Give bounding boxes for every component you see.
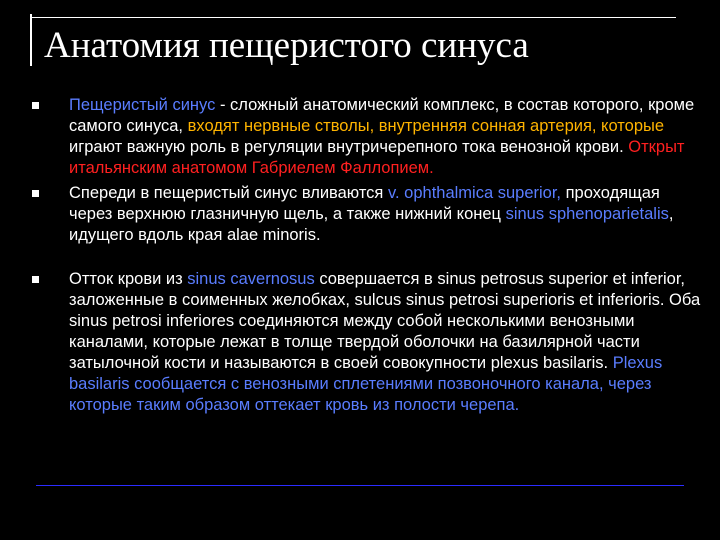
bullet-item-2 bbox=[32, 183, 702, 246]
text-segment: - сложный анатомический комплекс, в состав которого, кроме самого синуса, bbox=[69, 96, 695, 135]
text-segment: v. ophthalmica superior, bbox=[387, 184, 562, 202]
text-segment: играют важную роль в регуляции внутричерепного тока венозной крови. bbox=[69, 138, 629, 156]
slide-title: Анатомия пещеристого синуса bbox=[44, 25, 529, 66]
bullet-list bbox=[32, 95, 702, 416]
square-bullet-icon bbox=[32, 276, 39, 283]
text-segment: совершается в sinus petrosus superior et inferior, заложенные в соименных желобках, sulcus sinus petrosi superioris et inferioris. Оба sinus petrosi inferiores соединяются между собой несколькими венозными каналами, которые лежат в толще твердой оболочки на базилярной части затылочной кости и называются в своей совокупности plexus basilaris. bbox=[69, 270, 701, 372]
text-segment: Plexus basilaris сообщается с венозными сплетениями позвоночного канала, через которые таким образом оттекает кровь из полости черепа. bbox=[69, 354, 663, 414]
bullet-item-1 bbox=[32, 95, 702, 179]
text-segment: Спереди в пещеристый синус вливаются bbox=[69, 184, 388, 202]
square-bullet-icon bbox=[32, 102, 39, 109]
text-segment: Отток крови из bbox=[69, 270, 188, 288]
square-bullet-icon bbox=[32, 190, 39, 197]
bullet-text bbox=[69, 270, 700, 414]
text-segment: входят нервные стволы, внутренняя сонная артерия, которые bbox=[187, 117, 665, 135]
bullet-item-3 bbox=[32, 269, 702, 416]
bullet-text bbox=[69, 184, 673, 244]
text-segment: Открыт итальянским анатомом Габриелем Фаллопием. bbox=[69, 138, 685, 177]
text-segment: Пещеристый синус bbox=[69, 96, 216, 114]
text-segment: sinus sphenoparietalis bbox=[505, 205, 669, 223]
text-segment: sinus cavernosus bbox=[187, 270, 315, 288]
title-top-rule bbox=[30, 17, 676, 18]
text-segment: , идущего вдоль края alae minoris. bbox=[69, 205, 674, 244]
bottom-rule bbox=[36, 485, 684, 486]
bullet-text bbox=[69, 96, 694, 177]
text-segment: проходящая через верхнюю глазничную щель, а также нижний конец bbox=[69, 184, 660, 223]
title-vertical-rule bbox=[30, 14, 32, 66]
